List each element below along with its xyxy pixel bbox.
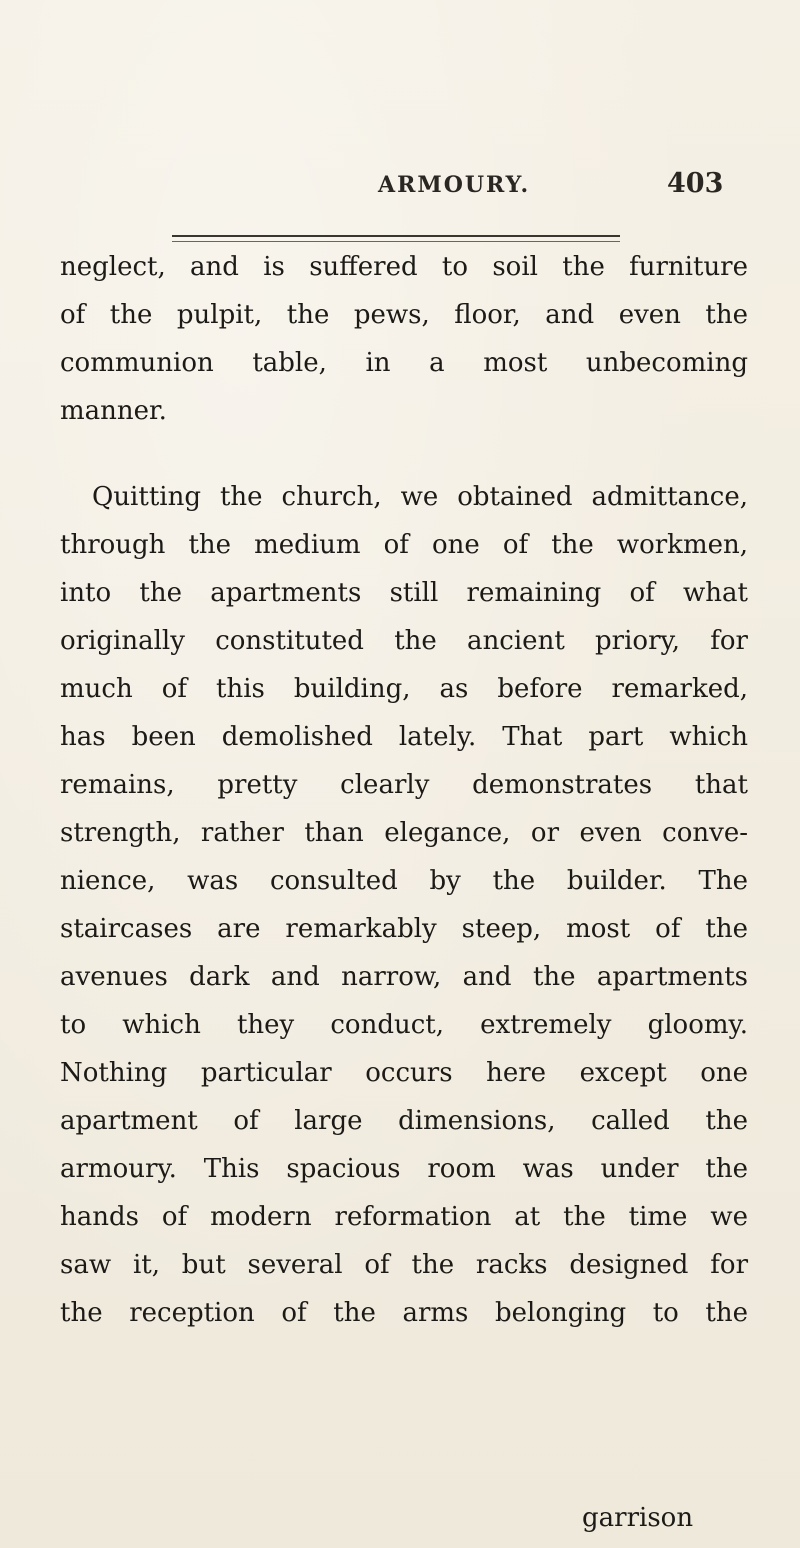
text-line: the reception of the arms belonging to the: [60, 1298, 748, 1328]
text-line: strength, rather than elegance, or even conve-: [60, 818, 748, 848]
text-line: armoury. This spacious room was under the: [60, 1154, 748, 1184]
text-line: communion table, in a most unbecoming: [60, 348, 748, 378]
paragraph-1: [60, 243, 748, 435]
text-line: of the pulpit, the pews, floor, and even the: [60, 300, 748, 330]
header-rule: [172, 235, 620, 242]
text-line: originally constituted the ancient priory, for: [60, 626, 748, 656]
text-line: nience, was consulted by the builder. The: [60, 866, 748, 896]
text-line: through the medium of one of the workmen,: [60, 530, 748, 560]
text-line: saw it, but several of the racks designed for: [60, 1250, 748, 1280]
text-line: hands of modern reformation at the time we: [60, 1202, 748, 1232]
text-line: staircases are remarkably steep, most of the: [60, 914, 748, 944]
text-line: Nothing particular occurs here except one: [60, 1058, 748, 1088]
text-line: avenues dark and narrow, and the apartments: [60, 962, 748, 992]
running-head: ARMOURY.: [378, 172, 531, 198]
text-line: manner.: [60, 396, 167, 426]
page-header: [60, 168, 740, 212]
paragraph-gap: [60, 435, 748, 473]
text-line: much of this building, as before remarked,: [60, 674, 748, 704]
catchword: garrison: [582, 1503, 694, 1533]
text-line: has been demolished lately. That part which: [60, 722, 748, 752]
page-number: 403: [667, 168, 724, 199]
text-line: into the apartments still remaining of what: [60, 578, 748, 608]
text-line: apartment of large dimensions, called the: [60, 1106, 748, 1136]
text-line: Quitting the church, we obtained admittance,: [92, 482, 748, 512]
text-line: to which they conduct, extremely gloomy.: [60, 1010, 748, 1040]
paragraph-2: [60, 473, 748, 1337]
text-line: remains, pretty clearly demonstrates that: [60, 770, 748, 800]
text-line: neglect, and is suffered to soil the furniture: [60, 252, 748, 282]
body-text: [60, 243, 748, 1337]
